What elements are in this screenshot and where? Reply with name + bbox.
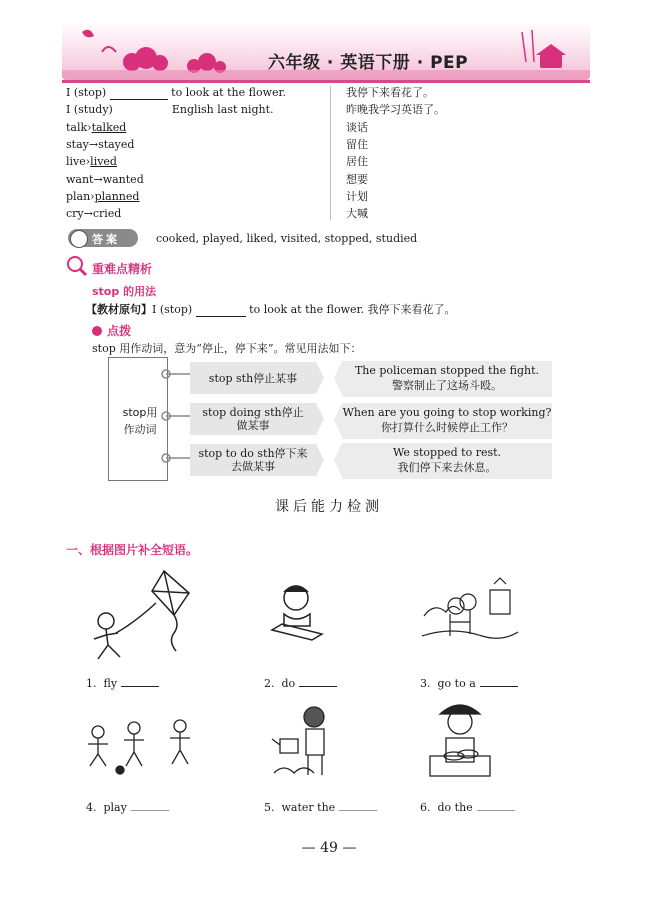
play-picture xyxy=(84,710,194,780)
example-english: When are you going to stop working? xyxy=(342,406,552,419)
translation-text: 大喊 xyxy=(346,207,368,220)
answer-badge-label: 答案 xyxy=(92,233,120,246)
answer-icon xyxy=(70,230,88,248)
verb-past-form: cried xyxy=(92,207,122,220)
example-chinese: 我们停下来去休息。 xyxy=(397,461,497,474)
example-box xyxy=(342,403,552,439)
exercise-num: 4. xyxy=(86,801,97,814)
fill-blank[interactable] xyxy=(339,800,377,811)
usage-text: stop to do sth停下来 xyxy=(198,447,308,460)
header-divider xyxy=(62,80,590,83)
translation-text: 留住 xyxy=(346,138,368,151)
table-row xyxy=(66,86,286,100)
analysis-subtitle: stop 的用法 xyxy=(92,285,157,298)
source-pre: I (stop) xyxy=(152,303,193,316)
exercise-text: go to a xyxy=(437,677,476,690)
diagram-left-label-line: stop用 xyxy=(122,406,158,419)
watering-picture xyxy=(270,703,350,783)
dishes-picture xyxy=(420,698,500,780)
usage-box xyxy=(190,444,316,476)
verb-past-form: talked xyxy=(91,121,127,134)
verb-past-form: wanted xyxy=(102,173,144,186)
arrow-icon: → xyxy=(93,173,103,186)
page-header-title: 六年级 · 英语下册 · PEP xyxy=(268,53,469,73)
exercise-item xyxy=(86,800,169,814)
page-number: — 49 — xyxy=(301,840,357,856)
sentence-text: I (study) xyxy=(66,103,113,116)
fill-blank[interactable] xyxy=(121,676,159,687)
fill-blank[interactable] xyxy=(110,99,168,100)
arrow-icon: → xyxy=(83,207,93,220)
exercise-item xyxy=(420,676,518,690)
table-row xyxy=(66,103,274,117)
exercise-text: do xyxy=(281,677,296,690)
exercise-item xyxy=(264,676,337,690)
verb-base: want xyxy=(66,173,94,186)
example-chinese: 你打算什么时候停止工作？ xyxy=(381,421,513,434)
analysis-title: 重难点精析 xyxy=(92,262,153,276)
arrow-icon: › xyxy=(85,155,91,168)
answer-badge xyxy=(68,229,138,247)
verb-past-form: planned xyxy=(94,190,140,203)
translation-text: 谈话 xyxy=(346,121,368,134)
tip-heading xyxy=(92,320,131,339)
sentence-text: English last night. xyxy=(171,103,274,116)
translation-text: 想要 xyxy=(346,173,368,186)
diagram-left-label-line: 作动词 xyxy=(123,423,157,436)
fill-blank[interactable] xyxy=(480,676,518,687)
sentence-text: to look at the flower. xyxy=(171,86,287,99)
arrow-icon: › xyxy=(90,190,95,203)
source-sentence xyxy=(86,301,456,317)
table-row xyxy=(66,207,121,221)
fill-blank[interactable] xyxy=(131,800,169,811)
exercise-text: water the xyxy=(281,801,336,814)
exercise-num: 6. xyxy=(420,801,431,814)
verb-base: cry xyxy=(66,207,84,220)
source-post: to look at the flower. 我停下来看花了。 xyxy=(249,303,456,316)
translation-text: 我停下来看花了。 xyxy=(346,86,434,99)
usage-text: stop sth停止某事 xyxy=(208,371,298,385)
verb-base: plan xyxy=(66,190,91,203)
exercise-text: fly xyxy=(103,677,118,690)
usage-text: 去做某事 xyxy=(230,460,275,473)
source-label: 【教材原句】 xyxy=(86,303,152,316)
tip-text: stop 用作动词，意为“停止，停下来”。常见用法如下： xyxy=(92,342,362,355)
diagram-left-label xyxy=(120,404,160,438)
answer-text: cooked, played, liked, visited, stopped, studied xyxy=(156,232,418,245)
fill-blank[interactable] xyxy=(477,800,515,811)
table-row xyxy=(66,155,117,169)
park-picture xyxy=(420,576,520,656)
exercise-text: play xyxy=(103,801,127,814)
exercise-num: 5. xyxy=(264,801,275,814)
verb-base: stay xyxy=(66,138,89,151)
kite-picture xyxy=(84,563,204,663)
verb-past-form: stayed xyxy=(98,138,135,151)
fill-blank[interactable] xyxy=(196,316,246,317)
arrow-icon: → xyxy=(88,138,99,151)
section-title: 课后能力检测 xyxy=(275,499,383,515)
magnifier-icon xyxy=(66,255,88,277)
table-row xyxy=(66,190,139,204)
arrow-icon: › xyxy=(87,121,92,134)
table-row xyxy=(66,138,134,152)
example-box xyxy=(342,361,552,397)
usage-text: 做某事 xyxy=(236,419,270,432)
tip-label: 点拨 xyxy=(107,324,132,338)
exercise-num: 3. xyxy=(420,677,431,690)
tip-bullet-icon xyxy=(92,326,102,336)
exercise-item xyxy=(420,800,515,814)
exercise-item xyxy=(264,800,377,814)
translation-text: 居住 xyxy=(346,155,368,168)
exercise-text: do the xyxy=(437,801,473,814)
sentence-text: I (stop) xyxy=(66,86,107,99)
fill-blank[interactable] xyxy=(299,676,337,687)
usage-text: stop doing sth停止 xyxy=(202,406,304,419)
example-english: We stopped to rest. xyxy=(392,446,502,459)
translation-text: 计划 xyxy=(346,190,368,203)
exercise-title: 一、根据图片补全短语。 xyxy=(66,543,199,557)
verb-base: live xyxy=(66,155,86,168)
table-row xyxy=(66,121,126,135)
table-row xyxy=(66,173,144,187)
translation-text: 昨晚我学习英语了。 xyxy=(346,103,445,116)
usage-box xyxy=(190,403,316,435)
verb-past-form: lived xyxy=(90,155,117,168)
example-english: The policeman stopped the fight. xyxy=(354,364,540,377)
exercise-item xyxy=(86,676,159,690)
example-chinese: 警察制止了这场斗殴。 xyxy=(392,379,502,392)
exercise-num: 1. xyxy=(86,677,97,690)
example-box xyxy=(342,443,552,479)
homework-picture xyxy=(268,578,328,648)
verb-base: talk xyxy=(66,121,88,134)
table-divider xyxy=(330,86,331,220)
exercise-num: 2. xyxy=(264,677,275,690)
usage-box xyxy=(190,362,316,394)
